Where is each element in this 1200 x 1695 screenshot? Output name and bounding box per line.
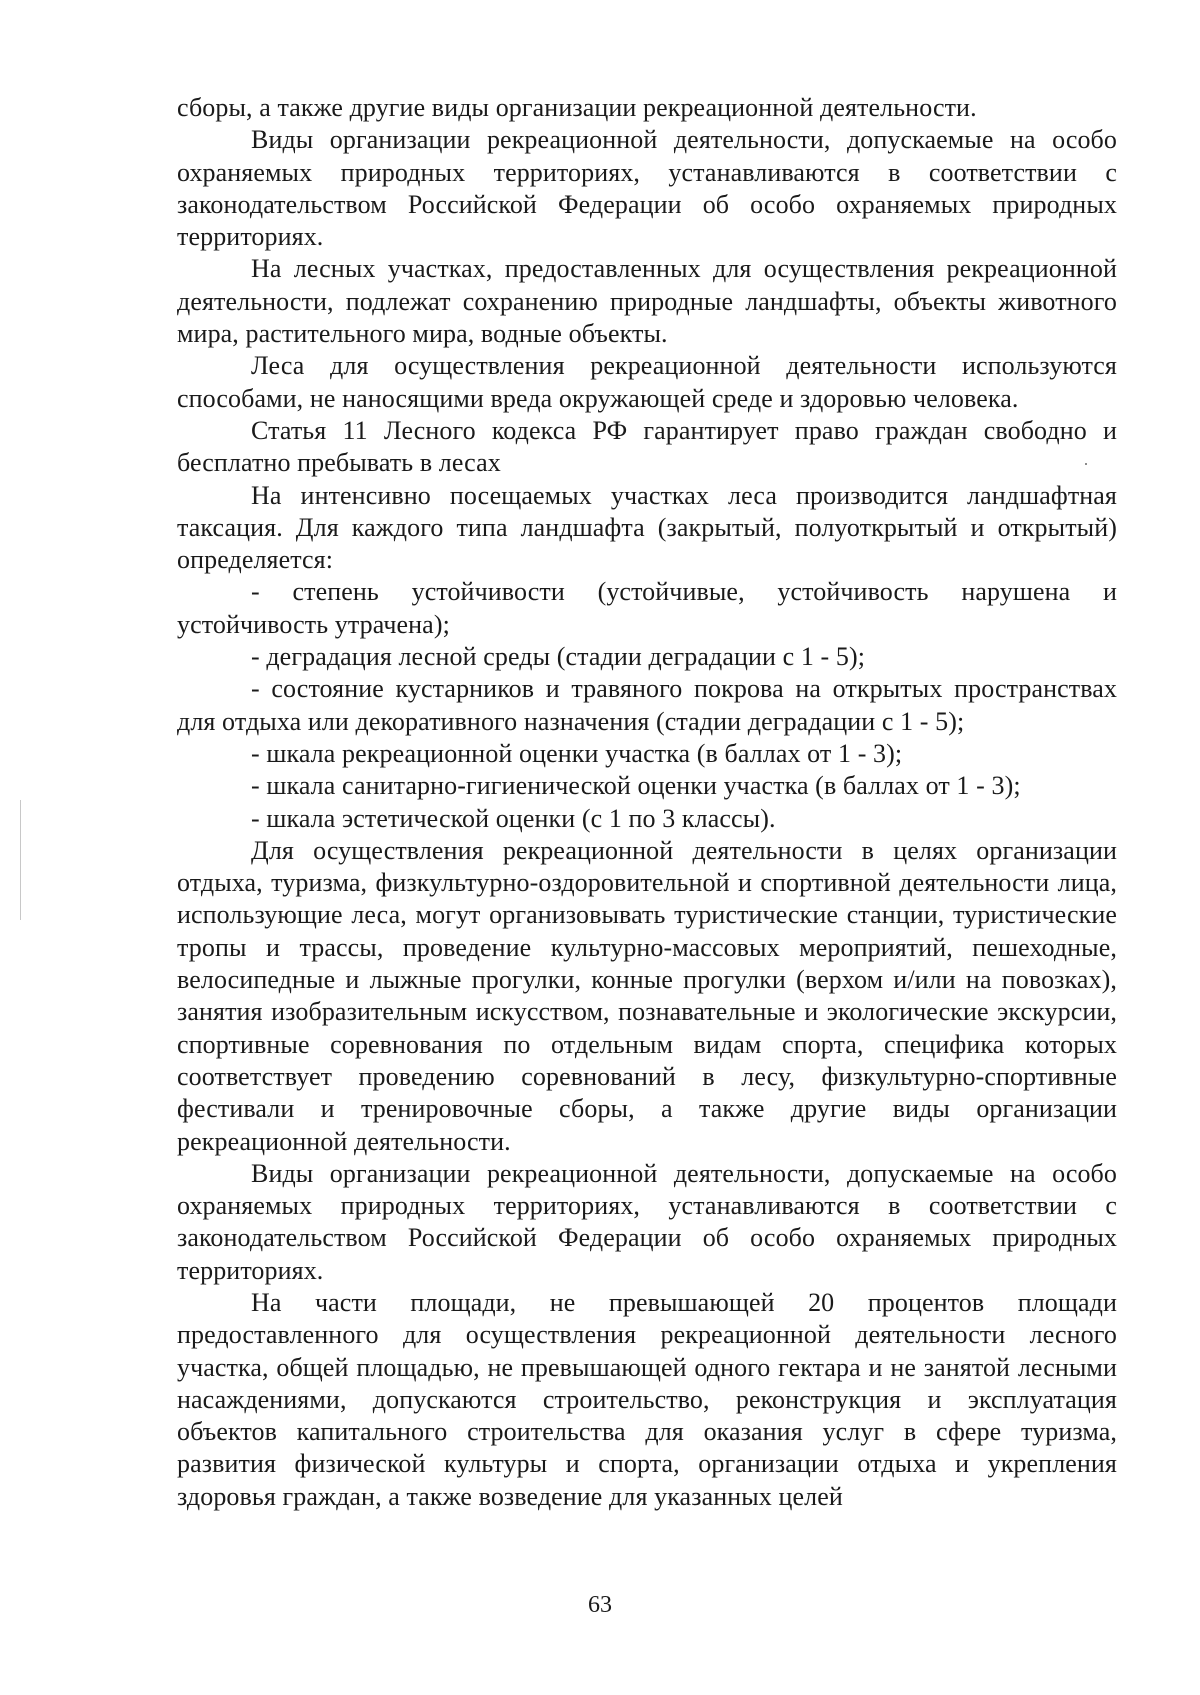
body-text	[177, 92, 1117, 1513]
list-item-degradation: - деградация лесной среды (стадии деградации с 1 - 5);	[251, 642, 866, 672]
list-item-sanitary-scale: - шкала санитарно-гигиенической оценки участка (в баллах от 1 - 3);	[251, 771, 1021, 801]
scan-margin-line	[20, 800, 21, 920]
paragraph-6: На интенсивно посещаемых участках леса производится ландшафтная таксация. Для каждого типа ландшафта (закрытый, полуоткрытый и открытый) определяется:	[177, 480, 1117, 575]
paragraph-13: Для осуществления рекреационной деятельности в целях организации отдыха, туризма, физкультурно-оздоровительной и спортивной деятельности лица, использующие леса, могут организовывать туристические станции, туристические тропы и трассы, проведение культурно-массовых мероприятий, пешеходные, велосипедные и лыжные прогулки, конные прогулки (верхом и/или на повозках), занятия изобразительным искусством, познавательные и экологические экскурсии, спортивные соревнования по отдельным видам спорта, специфика которых соответствует проведению соревнований в лесу, физкультурно-спортивные фестивали и тренировочные сборы, а также другие виды организации рекреационной деятельности.	[177, 835, 1117, 1156]
paragraph-3: На лесных участках, предоставленных для осуществления рекреационной деятельности, подлежат сохранению природные ландшафты, объекты животного мира, растительного мира, водные объекты.	[177, 254, 1117, 349]
list-item-recreation-scale: - шкала рекреационной оценки участка (в баллах от 1 - 3);	[251, 738, 903, 768]
list-item-shrubs: - состояние кустарников и травяного покрова на открытых пространствах для отдыха или декоративного назначения (стадии деградации с 1 - 5);	[177, 674, 1117, 736]
paragraph-4: Леса для осуществления рекреационной деятельности используются способами, не наносящими вреда окружающей среде и здоровью человека.	[177, 351, 1117, 413]
page-number: 63	[588, 1592, 612, 1618]
paragraph-14: Виды организации рекреационной деятельности, допускаемые на особо охраняемых природных территориях, устанавливаются в соответствии с законодательством Российской Федерации об особо охраняемых природных территориях.	[177, 1158, 1117, 1285]
paragraph-1: сборы, а также другие виды организации рекреационной деятельности.	[177, 93, 977, 122]
paragraph-5: Статья 11 Лесного кодекса РФ гарантирует право граждан свободно и бесплатно пребывать в лесах	[177, 415, 1117, 478]
list-item-stability: - степень устойчивости (устойчивые, устойчивость нарушена и устойчивость утрачена);	[177, 577, 1117, 639]
paragraph-15: На части площади, не превышающей 20 процентов площади предоставленного для осуществления рекреационной деятельности лесного участка, общей площадью, не превышающей одного гектара и не занятой лесными насаждениями, допускаются строительство, реконструкция и эксплуатация объектов капитального строительства для оказания услуг в сфере туризма, развития физической культуры и спорта, организации отдыха и укрепления здоровья граждан, а также возведение для указанных целей	[177, 1287, 1117, 1511]
list-item-aesthetic-scale: - шкала эстетической оценки (с 1 по 3 классы).	[251, 803, 776, 833]
paragraph-2: Виды организации рекреационной деятельности, допускаемые на особо охраняемых природных территориях, устанавливаются в соответствии с законодательством Российской Федерации об особо охраняемых природных территориях.	[177, 125, 1117, 252]
